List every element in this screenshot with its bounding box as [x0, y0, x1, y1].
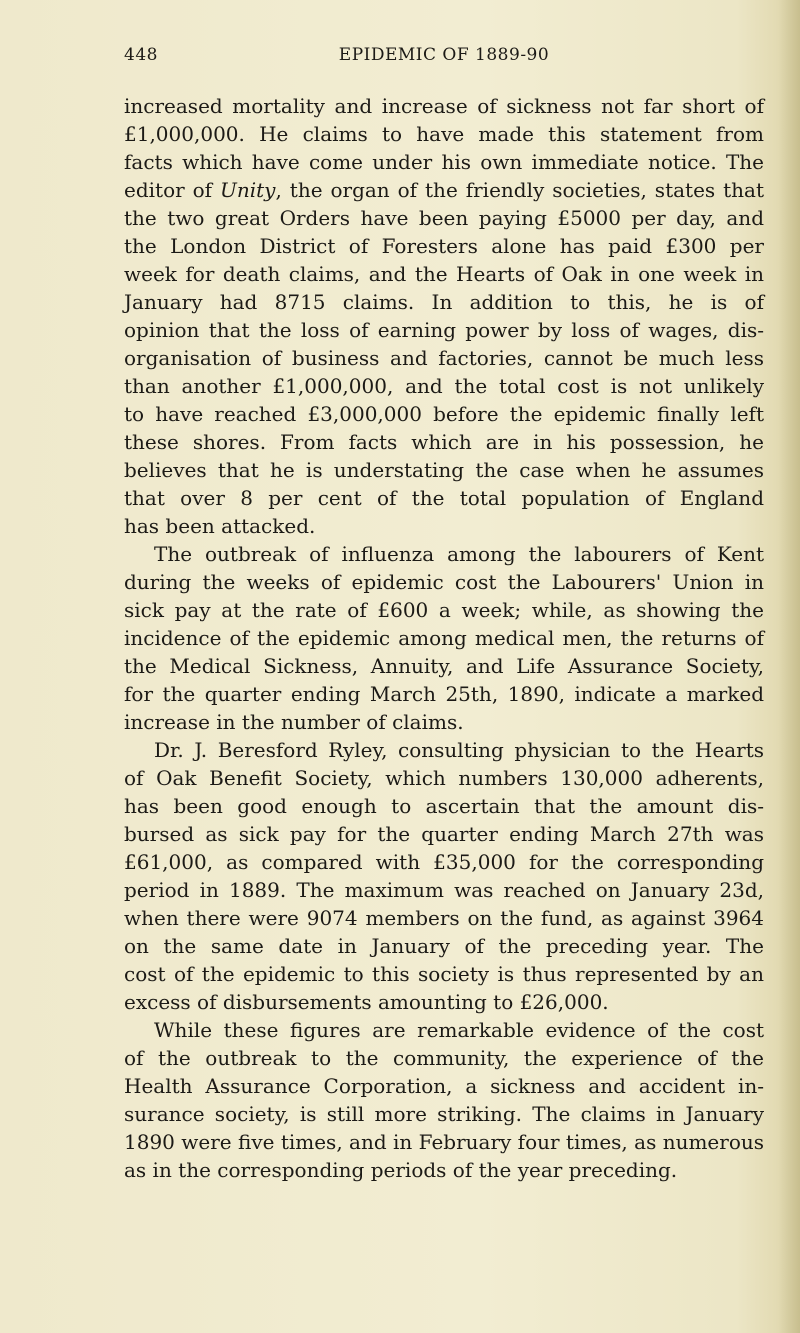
text-line: the London District of Foresters alone has paid £300 per	[124, 234, 764, 258]
text-line: editor of Unity, the organ of the friendly societies, states that	[124, 178, 764, 202]
text-line: to have reached £3,000,000 before the epidemic finally left	[124, 402, 764, 426]
text-line: has been attacked.	[124, 514, 316, 538]
text-line: increased mortality and increase of sickness not far short of	[124, 94, 764, 118]
text-line: While these figures are remarkable evidence of the cost	[154, 1018, 764, 1042]
text-line: as in the corresponding periods of the year preceding.	[124, 1158, 678, 1182]
paragraph	[124, 736, 764, 1016]
text-line: bursed as sick pay for the quarter ending March 27th was	[124, 822, 764, 846]
text-line: organisation of business and factories, cannot be much less	[124, 346, 764, 370]
text-line: when there were 9074 members on the fund, as against 3964	[124, 906, 764, 930]
text-line: these shores. From facts which are in his possession, he	[124, 430, 764, 454]
text-line: opinion that the loss of earning power by loss of wages, dis-	[124, 318, 764, 342]
text-line: January had 8715 claims. In addition to this, he is of	[124, 290, 764, 314]
text-line: believes that he is understating the case when he assumes	[124, 458, 764, 482]
text-line: incidence of the epidemic among medical men, the returns of	[124, 626, 764, 650]
text-line: of the outbreak to the community, the experience of the	[124, 1046, 764, 1070]
text-line: of Oak Benefit Society, which numbers 130,000 adherents,	[124, 766, 764, 790]
text-line: excess of disbursements amounting to £26,000.	[124, 990, 609, 1014]
text-line: that over 8 per cent of the total population of England	[124, 486, 764, 510]
text-line: 1890 were five times, and in February four times, as numerous	[124, 1130, 764, 1154]
body-text	[124, 92, 764, 1184]
text-line: the Medical Sickness, Annuity, and Life Assurance Society,	[124, 654, 764, 678]
paragraph	[124, 1016, 764, 1184]
text-line: cost of the epidemic to this society is thus represented by an	[124, 962, 764, 986]
text-line: period in 1889. The maximum was reached on January 23d,	[124, 878, 764, 902]
text-line: £61,000, as compared with £35,000 for the corresponding	[124, 850, 764, 874]
paragraph	[124, 92, 764, 540]
text-line: than another £1,000,000, and the total cost is not unlikely	[124, 374, 764, 398]
text-line: £1,000,000. He claims to have made this statement from	[124, 122, 764, 146]
text-line: on the same date in January of the preceding year. The	[124, 934, 764, 958]
text-line: Health Assurance Corporation, a sickness and accident in-	[124, 1074, 764, 1098]
text-line: during the weeks of epidemic cost the Labourers' Union in	[124, 570, 764, 594]
text-line: surance society, is still more striking. The claims in January	[124, 1102, 764, 1126]
text-line: for the quarter ending March 25th, 1890, indicate a marked	[124, 682, 764, 706]
running-head: EPIDEMIC OF 1889-90	[338, 45, 550, 65]
text-line: week for death claims, and the Hearts of Oak in one week in	[124, 262, 764, 286]
text-line: has been good enough to ascertain that the amount dis-	[124, 794, 764, 818]
text-line: increase in the number of claims.	[124, 710, 464, 734]
text-line: facts which have come under his own immediate notice. The	[124, 150, 764, 174]
text-line: Dr. J. Beresford Ryley, consulting physician to the Hearts	[154, 738, 764, 762]
text-line: sick pay at the rate of £600 a week; while, as showing the	[124, 598, 764, 622]
page-edge-shadow	[778, 0, 800, 1333]
page-header	[124, 45, 764, 75]
text-line: The outbreak of influenza among the labourers of Kent	[154, 542, 764, 566]
paragraph	[124, 540, 764, 736]
page-number: 448	[124, 45, 158, 65]
periodical-title: Unity	[220, 178, 276, 202]
text-line: the two great Orders have been paying £5000 per day, and	[124, 206, 764, 230]
